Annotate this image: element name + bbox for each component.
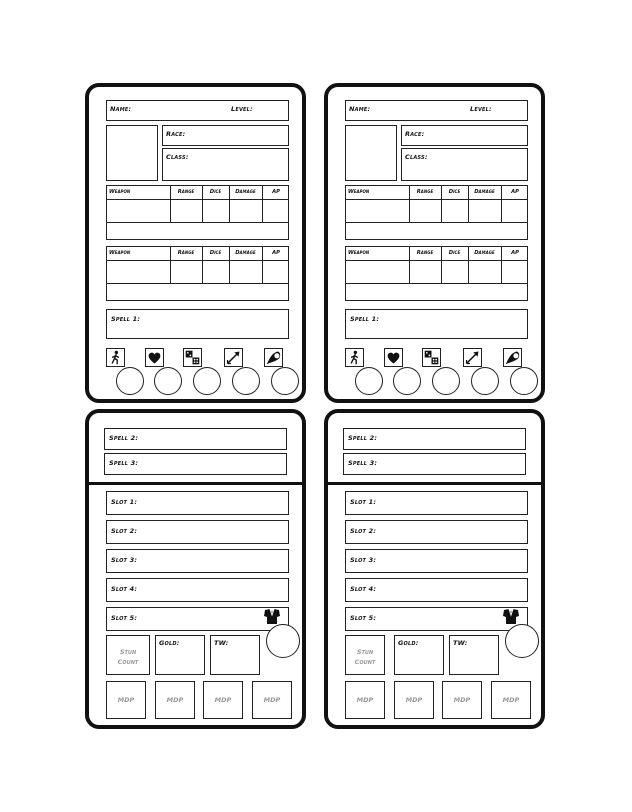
dice-header: Dice bbox=[209, 189, 222, 195]
arrow-icon bbox=[463, 348, 482, 367]
level-label: Level: bbox=[231, 105, 253, 113]
weapon-table-1[interactable] bbox=[345, 185, 528, 240]
slot-4-field[interactable] bbox=[106, 578, 289, 602]
slot-4-field[interactable] bbox=[345, 578, 528, 602]
stun-count-box[interactable] bbox=[345, 635, 385, 675]
stun-count-label: Stun Count bbox=[354, 648, 376, 666]
tw-label: TW: bbox=[453, 639, 468, 647]
slot-3-field[interactable] bbox=[106, 549, 289, 573]
fireball-icon bbox=[503, 348, 522, 367]
mdp-label: MDP bbox=[453, 696, 471, 704]
ap-header: AP bbox=[272, 189, 280, 195]
level-label: Level: bbox=[470, 105, 492, 113]
tw-label: TW: bbox=[214, 639, 229, 647]
damage-header: Damage bbox=[474, 250, 495, 256]
tw-box[interactable] bbox=[449, 635, 499, 675]
spell-3-field[interactable] bbox=[343, 453, 526, 475]
card-divider bbox=[89, 482, 302, 485]
damage-header: Damage bbox=[235, 250, 256, 256]
slot-5-label: Slot 5: bbox=[111, 614, 138, 622]
mdp-label: MDP bbox=[117, 696, 135, 704]
armor-circle[interactable] bbox=[505, 624, 539, 658]
mdp-label: MDP bbox=[166, 696, 184, 704]
stat-circle-3[interactable] bbox=[432, 367, 460, 395]
class-field[interactable] bbox=[401, 148, 528, 181]
dice-header: Dice bbox=[209, 250, 222, 256]
stat-circle-1[interactable] bbox=[355, 367, 383, 395]
character-card-left bbox=[85, 83, 306, 403]
inventory-card-right bbox=[324, 409, 545, 729]
spell-2-field[interactable] bbox=[104, 428, 287, 450]
slot-2-field[interactable] bbox=[106, 520, 289, 544]
race-field[interactable] bbox=[401, 125, 528, 146]
race-label: Race: bbox=[405, 130, 425, 138]
weapon-header: Weapon bbox=[109, 189, 131, 195]
name-label: Name: bbox=[110, 105, 132, 113]
ap-header: AP bbox=[272, 250, 280, 256]
spell-2-label: Spell 2: bbox=[109, 434, 139, 442]
mdp-box-3[interactable] bbox=[442, 681, 482, 719]
stat-circle-2[interactable] bbox=[154, 367, 182, 395]
slot-2-field[interactable] bbox=[345, 520, 528, 544]
slot-1-field[interactable] bbox=[345, 491, 528, 515]
slot-1-label: Slot 1: bbox=[111, 498, 138, 506]
character-card-right bbox=[324, 83, 545, 403]
class-label: Class: bbox=[166, 153, 189, 161]
mdp-box-4[interactable] bbox=[491, 681, 531, 719]
stun-count-box[interactable] bbox=[106, 635, 150, 675]
mdp-label: MDP bbox=[502, 696, 520, 704]
weapon-table-2[interactable] bbox=[345, 246, 528, 301]
slot-3-label: Slot 3: bbox=[350, 556, 377, 564]
gold-box[interactable] bbox=[155, 635, 205, 675]
armor-circle[interactable] bbox=[266, 624, 300, 658]
race-label: Race: bbox=[166, 130, 186, 138]
stun-count-label: Stun Count bbox=[117, 648, 139, 666]
mdp-box-1[interactable] bbox=[106, 681, 146, 719]
stat-circle-4[interactable] bbox=[471, 367, 499, 395]
weapon-table-2[interactable] bbox=[106, 246, 289, 301]
dice-header: Dice bbox=[448, 189, 461, 195]
slot-2-label: Slot 2: bbox=[350, 527, 377, 535]
inventory-card-left bbox=[85, 409, 306, 729]
range-header: Range bbox=[177, 250, 195, 256]
slot-3-label: Slot 3: bbox=[111, 556, 138, 564]
mdp-label: MDP bbox=[405, 696, 423, 704]
mdp-box-4[interactable] bbox=[252, 681, 292, 719]
slot-1-label: Slot 1: bbox=[350, 498, 377, 506]
range-header: Range bbox=[416, 189, 434, 195]
race-field[interactable] bbox=[162, 125, 289, 146]
slot-3-field[interactable] bbox=[345, 549, 528, 573]
gold-label: Gold: bbox=[398, 639, 419, 647]
class-field[interactable] bbox=[162, 148, 289, 181]
portrait-box[interactable] bbox=[345, 125, 397, 181]
stat-circle-2[interactable] bbox=[393, 367, 421, 395]
tw-box[interactable] bbox=[210, 635, 260, 675]
spell-1-field[interactable] bbox=[345, 309, 528, 339]
slot-2-label: Slot 2: bbox=[111, 527, 138, 535]
ap-header: AP bbox=[511, 189, 519, 195]
mdp-box-3[interactable] bbox=[203, 681, 243, 719]
spell-3-field[interactable] bbox=[104, 453, 287, 475]
damage-header: Damage bbox=[235, 189, 256, 195]
portrait-box[interactable] bbox=[106, 125, 158, 181]
mdp-box-1[interactable] bbox=[345, 681, 385, 719]
slot-4-label: Slot 4: bbox=[111, 585, 138, 593]
slot-1-field[interactable] bbox=[106, 491, 289, 515]
weapon-header: Weapon bbox=[109, 250, 131, 256]
mdp-label: MDP bbox=[356, 696, 374, 704]
range-header: Range bbox=[177, 189, 195, 195]
mdp-box-2[interactable] bbox=[394, 681, 434, 719]
spell-3-label: Spell 3: bbox=[348, 459, 378, 467]
heart-icon bbox=[384, 348, 403, 367]
arrow-icon bbox=[224, 348, 243, 367]
name-level-field[interactable] bbox=[106, 100, 289, 121]
spell-1-field[interactable] bbox=[106, 309, 289, 339]
gold-box[interactable] bbox=[394, 635, 444, 675]
class-label: Class: bbox=[405, 153, 428, 161]
spell-2-label: Spell 2: bbox=[348, 434, 378, 442]
running-person-icon bbox=[345, 348, 364, 367]
slot-5-label: Slot 5: bbox=[350, 614, 377, 622]
running-person-icon bbox=[106, 348, 125, 367]
stat-circle-5[interactable] bbox=[271, 367, 299, 395]
heart-icon bbox=[145, 348, 164, 367]
dice-icon bbox=[422, 348, 441, 367]
card-divider bbox=[328, 482, 541, 485]
dice-icon bbox=[183, 348, 202, 367]
weapon-header: Weapon bbox=[348, 250, 370, 256]
stat-circle-5[interactable] bbox=[510, 367, 538, 395]
gold-label: Gold: bbox=[159, 639, 180, 647]
name-level-field[interactable] bbox=[345, 100, 528, 121]
spell-1-label: Spell 1: bbox=[350, 315, 380, 323]
damage-header: Damage bbox=[474, 189, 495, 195]
spell-3-label: Spell 3: bbox=[109, 459, 139, 467]
fireball-icon bbox=[264, 348, 283, 367]
stat-circle-3[interactable] bbox=[193, 367, 221, 395]
stat-circle-4[interactable] bbox=[232, 367, 260, 395]
weapon-header: Weapon bbox=[348, 189, 370, 195]
dice-header: Dice bbox=[448, 250, 461, 256]
slot-4-label: Slot 4: bbox=[350, 585, 377, 593]
stat-circle-1[interactable] bbox=[116, 367, 144, 395]
mdp-label: MDP bbox=[263, 696, 281, 704]
range-header: Range bbox=[416, 250, 434, 256]
mdp-label: MDP bbox=[214, 696, 232, 704]
name-label: Name: bbox=[349, 105, 371, 113]
mdp-box-2[interactable] bbox=[155, 681, 195, 719]
spell-1-label: Spell 1: bbox=[111, 315, 141, 323]
weapon-table-1[interactable] bbox=[106, 185, 289, 240]
ap-header: AP bbox=[511, 250, 519, 256]
spell-2-field[interactable] bbox=[343, 428, 526, 450]
